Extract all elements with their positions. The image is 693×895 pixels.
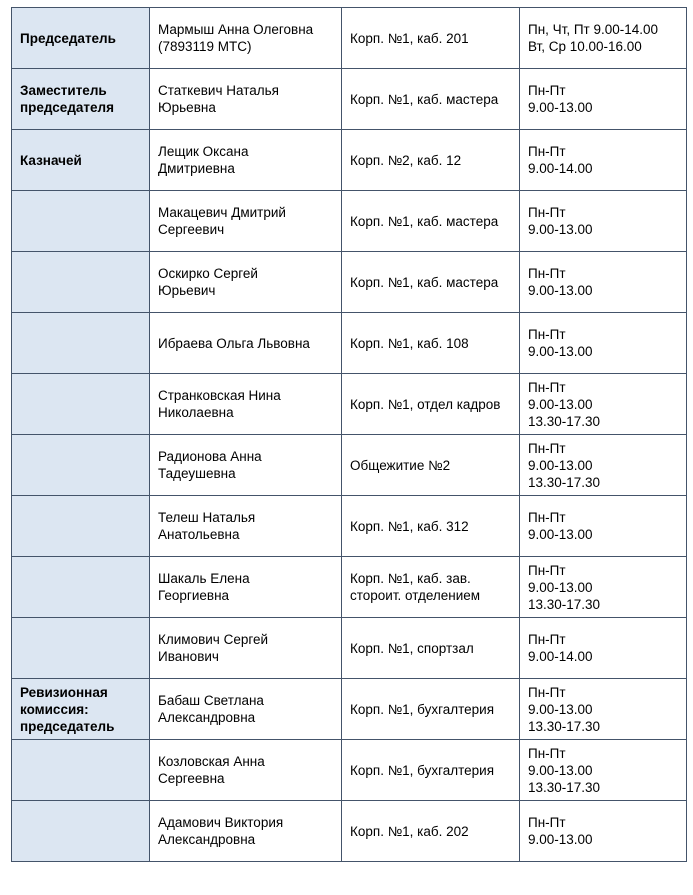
name-cell: Климович Сергей Иванович	[150, 618, 342, 679]
role-cell	[12, 191, 150, 252]
location-cell: Корп. №1, каб. зав. стороит. отделением	[342, 557, 520, 618]
hours-cell: Пн-Пт 9.00-13.00	[520, 252, 687, 313]
hours-cell: Пн, Чт, Пт 9.00-14.00 Вт, Ср 10.00-16.00	[520, 8, 687, 69]
hours-cell: Пн-Пт 9.00-13.00	[520, 69, 687, 130]
role-cell	[12, 435, 150, 496]
location-cell: Корп. №1, бухгалтерия	[342, 740, 520, 801]
role-cell	[12, 740, 150, 801]
table-row	[12, 252, 687, 313]
hours-cell: Пн-Пт 9.00-13.00 13.30-17.30	[520, 740, 687, 801]
table-row	[12, 191, 687, 252]
name-cell: Телеш Наталья Анатольевна	[150, 496, 342, 557]
location-cell: Общежитие №2	[342, 435, 520, 496]
name-cell: Адамович Виктория Александровна	[150, 801, 342, 862]
name-cell: Лещик Оксана Дмитриевна	[150, 130, 342, 191]
hours-cell: Пн-Пт 9.00-13.00 13.30-17.30	[520, 435, 687, 496]
name-cell: Ибраева Ольга Львовна	[150, 313, 342, 374]
hours-cell: Пн-Пт 9.00-13.00 13.30-17.30	[520, 679, 687, 740]
role-cell	[12, 496, 150, 557]
role-cell	[12, 374, 150, 435]
hours-cell: Пн-Пт 9.00-14.00	[520, 618, 687, 679]
table-body	[12, 8, 687, 862]
role-cell	[12, 618, 150, 679]
role-cell	[12, 252, 150, 313]
role-cell	[12, 801, 150, 862]
name-cell: Макацевич Дмитрий Сергеевич	[150, 191, 342, 252]
name-cell: Странковская Нина Николаевна	[150, 374, 342, 435]
table-row	[12, 130, 687, 191]
hours-cell: Пн-Пт 9.00-13.00	[520, 496, 687, 557]
hours-cell: Пн-Пт 9.00-13.00	[520, 191, 687, 252]
table-row	[12, 618, 687, 679]
name-cell: Шакаль Елена Георгиевна	[150, 557, 342, 618]
location-cell: Корп. №1, каб. 202	[342, 801, 520, 862]
role-cell: Ревизионная комиссия: председатель	[12, 679, 150, 740]
hours-cell: Пн-Пт 9.00-13.00	[520, 801, 687, 862]
location-cell: Корп. №1, каб. 312	[342, 496, 520, 557]
role-cell: Заместитель председателя	[12, 69, 150, 130]
location-cell: Корп. №1, каб. мастера	[342, 69, 520, 130]
location-cell: Корп. №1, каб. мастера	[342, 252, 520, 313]
hours-cell: Пн-Пт 9.00-14.00	[520, 130, 687, 191]
table-row	[12, 313, 687, 374]
table-row	[12, 69, 687, 130]
name-cell: Оскирко Сергей Юрьевич	[150, 252, 342, 313]
location-cell: Корп. №1, спортзал	[342, 618, 520, 679]
table-row	[12, 496, 687, 557]
name-cell: Радионова Анна Тадеушевна	[150, 435, 342, 496]
location-cell: Корп. №2, каб. 12	[342, 130, 520, 191]
hours-cell: Пн-Пт 9.00-13.00	[520, 313, 687, 374]
role-cell	[12, 313, 150, 374]
location-cell: Корп. №1, каб. 201	[342, 8, 520, 69]
hours-cell: Пн-Пт 9.00-13.00 13.30-17.30	[520, 374, 687, 435]
name-cell: Мармыш Анна Олеговна (7893119 МТС)	[150, 8, 342, 69]
location-cell: Корп. №1, отдел кадров	[342, 374, 520, 435]
table-row	[12, 8, 687, 69]
role-cell: Председатель	[12, 8, 150, 69]
name-cell: Статкевич Наталья Юрьевна	[150, 69, 342, 130]
staff-contacts-table	[11, 7, 687, 862]
table-row	[12, 435, 687, 496]
location-cell: Корп. №1, каб. 108	[342, 313, 520, 374]
hours-cell: Пн-Пт 9.00-13.00 13.30-17.30	[520, 557, 687, 618]
role-cell	[12, 557, 150, 618]
name-cell: Козловская Анна Сергеевна	[150, 740, 342, 801]
location-cell: Корп. №1, каб. мастера	[342, 191, 520, 252]
role-cell: Казначей	[12, 130, 150, 191]
location-cell: Корп. №1, бухгалтерия	[342, 679, 520, 740]
table-row	[12, 557, 687, 618]
table-row	[12, 801, 687, 862]
table-row	[12, 374, 687, 435]
table-row	[12, 740, 687, 801]
table-row	[12, 679, 687, 740]
name-cell: Бабаш Светлана Александровна	[150, 679, 342, 740]
